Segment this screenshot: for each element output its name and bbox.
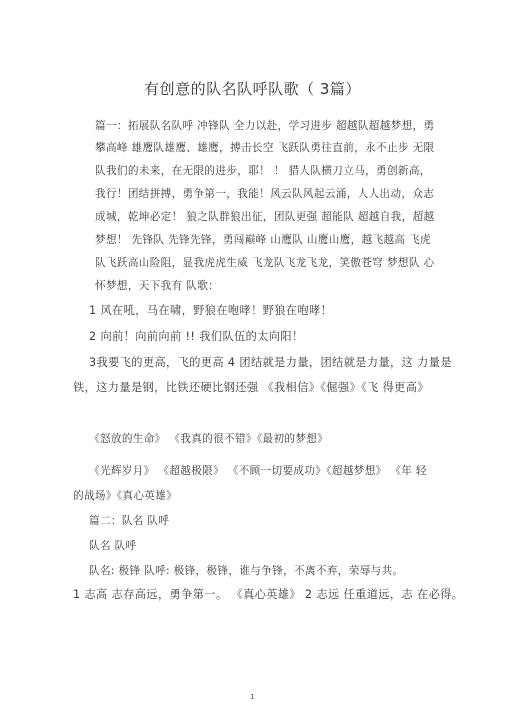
song-list-line: 的战场》《真心英雄》 — [73, 490, 178, 502]
page-number: 1 — [250, 693, 255, 701]
section-heading: 篇二：队名 队呼 — [89, 515, 170, 527]
paragraph-line: 队名 队呼 — [89, 540, 137, 552]
paragraph-line: 梦想！ 先锋队 先锋先锋，勇闯巅峰 山鹰队 山鹰山鹰，越飞越高 飞虎 — [95, 234, 431, 246]
paragraph-line: 怀梦想，天下我有 队歌： — [95, 280, 220, 292]
paragraph-line: 攀高峰 雄鹰队雄鹰、雄鹰，搏击长空 飞跃队勇往直前，永不止步 无限 — [95, 142, 435, 154]
paragraph-line: 成城，乾坤必定！ 狼之队群狼出征，团队更强 超能队 超越自我，超越 — [95, 211, 435, 223]
paragraph-line: 篇一：拓展队名队呼 冲锋队 全力以赴，学习进步 超越队超越梦想，勇 — [95, 120, 435, 132]
paragraph-line: 队名: 极锋 队呼: 极锋，极锋，谁与争锋，不离不弃，荣辱与共。 — [89, 565, 404, 577]
paragraph-line: 1 志高 志存高远，勇争第一。 《真心英雄》 2 志远 任重道远，志 在必得。 — [73, 588, 464, 601]
song-list-line: 《光辉岁月》 《超越极限》 《不顾一切要成功》《超越梦想》 《年 轻 — [89, 465, 427, 477]
document-title: 有创意的队名队呼队歌（ 3篇） — [144, 80, 361, 98]
song-list-line: 《怒放的生命》 《我真的很不错》《最初的梦想》 — [89, 433, 329, 445]
song-line: 3我要飞的更高，飞的更高 4 团结就是力量，团结就是力量，这 力量是 — [89, 356, 452, 369]
song-line: 铁，这力量是钢，比铁还硬比钢还强 《我相信》《倔强》《飞 得更高》 — [73, 381, 429, 394]
paragraph-line: 队飞跃高山险阻，显我虎虎生威 飞龙队飞龙飞龙，笑傲苍穹 梦想队 心 — [95, 257, 435, 269]
paragraph-line: 我行！团结拼搏，勇争第一，我能！风云队风起云涌，人人出动，众志 — [95, 188, 435, 200]
song-line: 1 风在吼，马在啸，野狼在咆哮！野狼在咆哮！ — [89, 304, 333, 317]
song-line: 2 向前！向前向前 !! 我们队伍的太向阳！ — [89, 330, 304, 343]
paragraph-line: 队我们的未来，在无限的进步，耶！ ！ 猎人队横刀立马，勇创新高， — [95, 165, 431, 177]
